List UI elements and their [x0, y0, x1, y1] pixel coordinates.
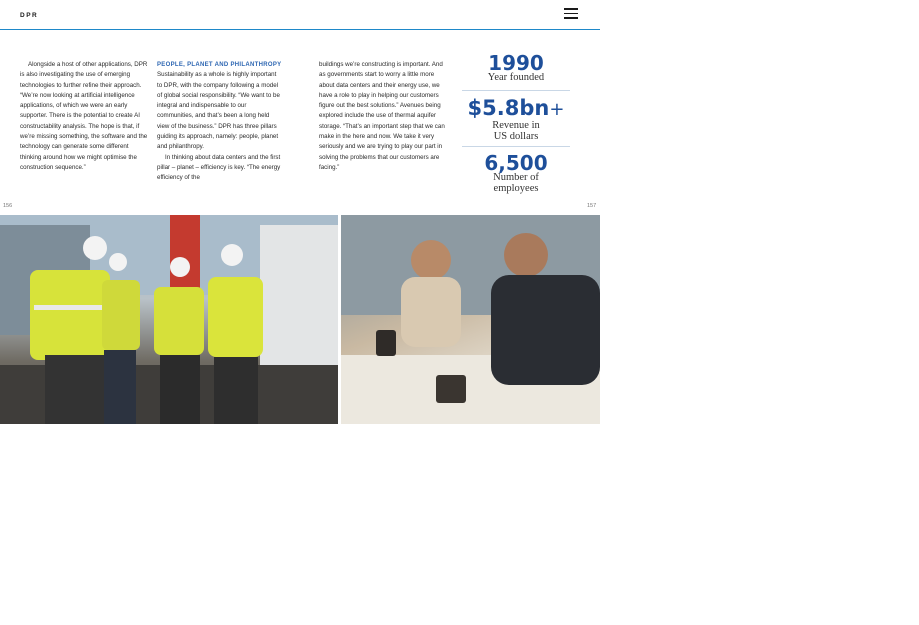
paragraph: buildings we’re constructing is important. And as governments start to worry a little more about data centers and their energy use, we have a role to play in helping our customers figure out the best solutions.” Avenues being explored include the use of thermal aquifer storage. “That’s an important step that we can make in the here and now. We take it very seriously and we are trying to play our part in solving the problems that our customers are facing.” [319, 61, 445, 171]
stats-panel [462, 50, 570, 205]
stat-value: 6,500 [484, 151, 548, 175]
page-number-left: 156 [3, 203, 13, 209]
header-divider [0, 29, 600, 30]
stat-label: Year founded [487, 72, 545, 83]
stat-value [462, 97, 570, 121]
construction-scene-illustration [0, 215, 338, 424]
section-heading: PEOPLE, PLANET AND PHILANTHROPY [157, 62, 282, 68]
page-number-right: 157 [587, 203, 597, 209]
stat-label: Number of [493, 172, 539, 183]
paragraph: Alongside a host of other applications, DPR is also investigating the use of emerging technologies to further refine their approach. “We’re now looking at artificial intelligence applications, of which we were an early supporter. There is the potential to create AI constructability analysis. The hope is that, if we’re missing something, the software and the technology can generate some different thinking around how we might optimise the construction sequence.” [20, 61, 148, 171]
meeting-scene-illustration [341, 215, 600, 424]
stat-label: Revenue in [492, 120, 540, 131]
stat-label: US dollars [493, 130, 539, 142]
brand-logo: DPR [20, 12, 39, 19]
construction-workers-photo [0, 215, 338, 625]
stat-label: employees [493, 182, 539, 194]
stat-employees [462, 147, 570, 205]
stat-value: 1990 [488, 51, 544, 75]
footer-website: businesschief.eu [874, 619, 919, 625]
hamburger-menu-icon[interactable] [564, 8, 578, 20]
top-bar [0, 0, 600, 30]
article-column-1 [20, 60, 148, 173]
article-column-3 [319, 60, 447, 173]
paragraph: In thinking about data centers and the first pillar – planet – efficiency is key. “The energy efficiency of the [157, 153, 281, 182]
stat-value-suffix: + [549, 99, 565, 120]
stat-year-founded [462, 50, 570, 91]
article-column-2 [157, 60, 283, 184]
stat-revenue [462, 91, 570, 147]
paragraph: Sustainability as a whole is highly important to DPR, with the company following a model of global social responsibility. “We want to be integral and indispensable to our communities, and that’s been a long held view of the business.” DPR has three pillars guiding its approach, namely: people, planet and philanthropy. [157, 71, 280, 151]
footer-issue-date: AUGUST 2023 [20, 619, 59, 625]
meeting-photo [341, 215, 919, 625]
stat-value-number: $5.8bn [467, 96, 550, 120]
